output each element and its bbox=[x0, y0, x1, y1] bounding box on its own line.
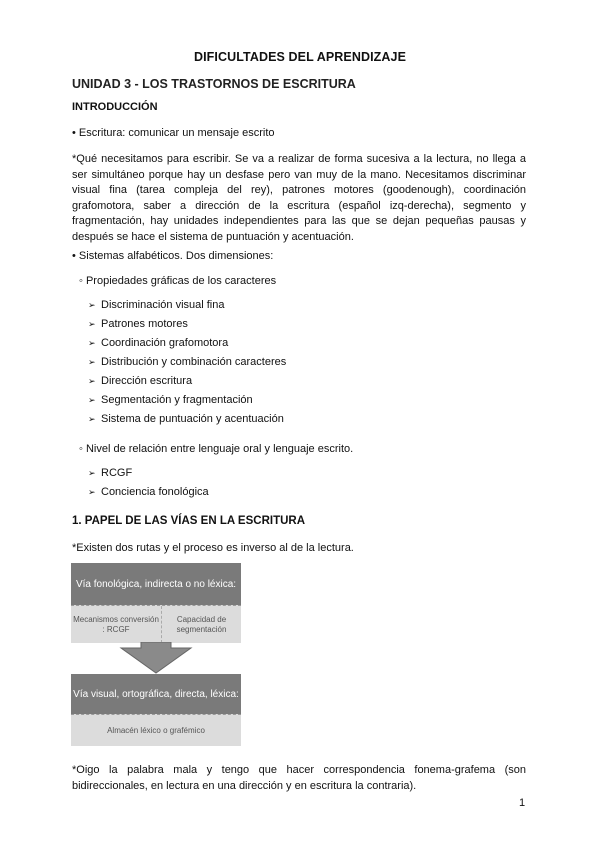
intro-heading: INTRODUCCIÓN bbox=[72, 101, 158, 113]
arrow-bullet-icon: ➢ bbox=[88, 300, 96, 310]
paragraph-line: *Qué necesitamos para escribir. Se va a realizar de forma sucesiva a la lectura, no llega a bbox=[72, 153, 526, 165]
list-item: ➢ Patrones motores bbox=[88, 317, 188, 333]
bullet-writing: • Escritura: comunicar un mensaje escrito bbox=[72, 127, 275, 139]
bullet-systems: • Sistemas alfabéticos. Dos dimensiones: bbox=[72, 250, 274, 262]
section1-heading: 1. PAPEL DE LAS VÍAS EN LA ESCRITURA bbox=[72, 515, 306, 527]
paragraph-line: bidireccionales, en lectura en una dirección y en escritura la contraria). bbox=[72, 779, 417, 792]
arrow-bullet-icon: ➢ bbox=[88, 487, 96, 497]
intro-paragraph bbox=[72, 152, 526, 245]
arrow-bullet-icon: ➢ bbox=[88, 357, 96, 367]
unit-heading: UNIDAD 3 - LOS TRASTORNOS DE ESCRITURA bbox=[72, 77, 356, 91]
list-item: ➢ Discriminación visual fina bbox=[88, 298, 225, 314]
phonological-route-box: Vía fonológica, indirecta o no léxica: bbox=[71, 563, 241, 605]
sub-graphic-properties: ◦ Propiedades gráficas de los caracteres bbox=[79, 275, 277, 287]
page-number: 1 bbox=[519, 797, 526, 809]
paragraph-line: visual fina (tarea compleja del rey), patrones motores (goodenough), coordinación bbox=[72, 184, 526, 196]
phonological-route-details bbox=[71, 605, 241, 643]
arrow-bullet-icon: ➢ bbox=[88, 376, 96, 386]
paragraph-line: *Oigo la palabra mala y tengo que hacer correspondencia fonema-grafema (son bbox=[72, 764, 526, 776]
down-arrow-icon bbox=[71, 642, 241, 674]
lexical-store-cell: Almacén léxico o grafémico bbox=[71, 714, 241, 746]
segmentation-capacity-cell: Capacidad de segmentación bbox=[176, 614, 227, 634]
list-item: ➢ Dirección escritura bbox=[88, 374, 192, 390]
paragraph-line: después se hace el sistema de puntuación y acentuación. bbox=[72, 230, 354, 243]
paragraph-line: ser simultáneo porque hay un desfase pero van muy de la mano. Necesitamos discriminar bbox=[72, 168, 526, 181]
sub-relation-level: ◦ Nivel de relación entre lenguaje oral y lenguaje escrito. bbox=[79, 443, 354, 455]
list-item: ➢ Segmentación y fragmentación bbox=[88, 393, 253, 409]
list-item: ➢ RCGF bbox=[88, 466, 132, 482]
document-title: DIFICULTADES DEL APRENDIZAJE bbox=[193, 50, 407, 64]
paragraph-line: fragmentación, hay unidades independientes para las que se dejan pequeñas pausas y bbox=[72, 215, 526, 227]
arrow-bullet-icon: ➢ bbox=[88, 319, 96, 329]
routes-text: *Existen dos rutas y el proceso es inverso al de la lectura. bbox=[72, 542, 354, 554]
list-item: ➢ Distribución y combinación caracteres bbox=[88, 355, 286, 371]
visual-route-box: Vía visual, ortográfica, directa, léxica: bbox=[71, 674, 241, 714]
arrow-bullet-icon: ➢ bbox=[88, 395, 96, 405]
arrow-bullet-icon: ➢ bbox=[88, 468, 96, 478]
paragraph-line: grafomotora, saber a dirección de la escritura (español izq-derecha), segmento y bbox=[72, 199, 526, 212]
routes-diagram bbox=[71, 563, 241, 745]
list-item: ➢ Sistema de puntuación y acentuación bbox=[88, 412, 284, 428]
conversion-mechanisms-cell: Mecanismos conversión : RCGF bbox=[71, 606, 162, 643]
arrow-bullet-icon: ➢ bbox=[88, 414, 96, 424]
list-item: ➢ Conciencia fonológica bbox=[88, 485, 209, 501]
list-item: ➢ Coordinación grafomotora bbox=[88, 336, 228, 352]
closing-paragraph bbox=[72, 763, 526, 794]
arrow-bullet-icon: ➢ bbox=[88, 338, 96, 348]
